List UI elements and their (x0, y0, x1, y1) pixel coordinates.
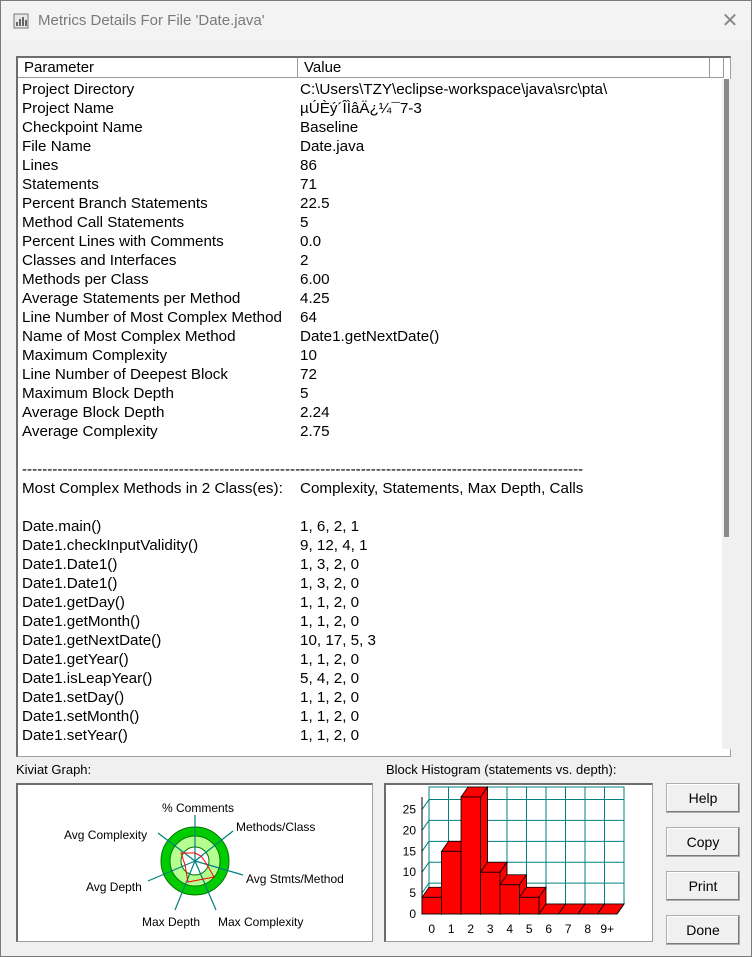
histogram-y-tick: 5 (409, 886, 416, 901)
table-row[interactable] (18, 118, 723, 137)
parameter-cell: Date.main() (22, 518, 102, 535)
parameter-cell: Methods per Class (22, 271, 149, 288)
histogram-x-tick: 6 (545, 922, 553, 936)
table-row[interactable] (18, 251, 723, 270)
histogram-bar (422, 897, 442, 914)
table-row[interactable] (18, 726, 723, 745)
histogram-bar (461, 797, 481, 914)
table-row[interactable] (18, 346, 723, 365)
parameter-cell: Classes and Interfaces (22, 252, 177, 269)
histogram-y-tick: 10 (402, 865, 416, 880)
value-cell: 1, 6, 2, 1 (300, 518, 360, 535)
histogram-x-tick: 9+ (600, 922, 615, 936)
column-header-filler (710, 58, 724, 78)
histogram-grid-side (422, 800, 429, 810)
parameter-cell: -------------------------------------------------------- (22, 461, 306, 478)
value-cell: Date1.getNextDate() (300, 328, 440, 345)
parameter-cell: Percent Branch Statements (22, 195, 208, 212)
histogram-svg (386, 785, 651, 940)
value-cell: 4.25 (300, 290, 330, 307)
value-cell: -------------------------------------------------------- (300, 461, 584, 478)
parameter-cell: Date1.getMonth() (22, 613, 141, 630)
kiviat-axis-comments: % Comments (161, 801, 235, 815)
table-row[interactable] (18, 631, 723, 650)
value-cell: 2.75 (300, 423, 330, 440)
table-row[interactable] (18, 175, 723, 194)
kiviat-svg (18, 785, 371, 940)
vertical-scrollbar[interactable] (722, 79, 738, 749)
value-cell: 10, 17, 5, 3 (300, 632, 376, 649)
kiviat-axis-max-depth: Max Depth (142, 915, 201, 929)
table-row[interactable] (18, 213, 723, 232)
table-row[interactable] (18, 403, 723, 422)
table-row[interactable] (18, 669, 723, 688)
histogram-bar (481, 872, 501, 914)
table-row[interactable] (18, 707, 723, 726)
parameter-cell: Project Name (22, 100, 115, 117)
parameter-cell: Date1.getYear() (22, 651, 129, 668)
parameter-cell: Date1.setDay() (22, 689, 125, 706)
parameter-cell: Average Statements per Method (22, 290, 241, 307)
table-row[interactable] (18, 156, 723, 175)
value-cell: 0.0 (300, 233, 322, 250)
table-row[interactable] (18, 593, 723, 612)
histogram-y-tick: 25 (402, 802, 416, 817)
histogram-bar (442, 851, 462, 914)
value-cell: 9, 12, 4, 1 (300, 537, 368, 554)
histogram-y-tick: 15 (402, 844, 416, 859)
parameter-cell: Method Call Statements (22, 214, 185, 231)
table-row[interactable] (18, 460, 723, 479)
table-row[interactable] (18, 308, 723, 327)
table-row[interactable] (18, 232, 723, 251)
value-cell: 64 (300, 309, 317, 326)
value-cell: 5 (300, 385, 309, 402)
parameter-cell: Date1.setYear() (22, 727, 128, 744)
parameter-cell: Date1.setMonth() (22, 708, 140, 725)
value-cell: Date.java (300, 138, 365, 155)
parameter-cell: File Name (22, 138, 92, 155)
parameter-cell: Date1.getDay() (22, 594, 125, 611)
block-histogram (384, 783, 653, 942)
histogram-x-tick: 0 (428, 922, 436, 936)
table-row[interactable] (18, 194, 723, 213)
value-cell: 5, 4, 2, 0 (300, 670, 360, 687)
print-button[interactable]: Print (666, 871, 740, 901)
value-cell: 86 (300, 157, 317, 174)
kiviat-axis-max-complexity: Max Complexity (218, 915, 304, 929)
parameter-cell: Line Number of Deepest Block (22, 366, 228, 383)
table-row[interactable] (18, 612, 723, 631)
histogram-x-tick: 1 (447, 922, 455, 936)
parameter-cell: Maximum Block Depth (22, 385, 174, 402)
table-row[interactable] (18, 80, 723, 99)
parameter-cell: Date1.getNextDate() (22, 632, 162, 649)
histogram-x-tick: 3 (486, 922, 494, 936)
metrics-list[interactable] (16, 56, 731, 757)
histogram-x-tick: 4 (506, 922, 514, 936)
table-row[interactable] (18, 137, 723, 156)
value-cell: 72 (300, 366, 317, 383)
parameter-cell: Checkpoint Name (22, 119, 143, 136)
histogram-x-tick: 8 (584, 922, 592, 936)
value-cell: 22.5 (300, 195, 330, 212)
value-cell: µÚÈý´ÎÌâÄ¿¼¯7-3 (300, 100, 422, 117)
histogram-bar (520, 897, 540, 914)
value-cell: Complexity, Statements, Max Depth, Calls (300, 480, 584, 497)
parameter-cell: Lines (22, 157, 59, 174)
histogram-y-tick: 0 (409, 907, 416, 921)
value-cell: 1, 1, 2, 0 (300, 727, 360, 744)
parameter-cell: Most Complex Methods in 2 Class(es): (22, 480, 283, 497)
value-cell: 1, 3, 2, 0 (300, 575, 360, 592)
value-cell: 1, 1, 2, 0 (300, 613, 360, 630)
parameter-cell: Date1.Date1() (22, 575, 118, 592)
value-cell: 5 (300, 214, 309, 231)
done-button[interactable]: Done (666, 915, 740, 945)
table-row[interactable] (18, 536, 723, 555)
histogram-label: Block Histogram (statements vs. depth): (386, 762, 617, 777)
table-row[interactable] (18, 517, 723, 536)
parameter-cell: Date1.isLeapYear() (22, 670, 153, 687)
table-row[interactable] (18, 384, 723, 403)
histogram-x-tick: 2 (467, 922, 475, 936)
window-title: Metrics Details For File 'Date.java' (38, 12, 265, 29)
histogram-x-tick: 5 (525, 922, 533, 936)
value-cell: 1, 1, 2, 0 (300, 651, 360, 668)
value-cell: 71 (300, 176, 317, 193)
table-row[interactable] (18, 270, 723, 289)
histogram-grid-side (422, 841, 429, 851)
kiviat-label: Kiviat Graph: (16, 762, 92, 777)
table-row[interactable] (18, 365, 723, 384)
column-header-parameter[interactable]: Parameter (18, 58, 298, 78)
parameter-cell: Date1.Date1() (22, 556, 118, 573)
title-bar (1, 1, 751, 41)
value-cell: 1, 1, 2, 0 (300, 594, 360, 611)
value-cell: 1, 1, 2, 0 (300, 708, 360, 725)
histogram-bar (500, 885, 520, 914)
histogram-grid-side (422, 862, 429, 872)
value-cell: 2.24 (300, 404, 330, 421)
table-row[interactable] (18, 289, 723, 308)
parameter-cell: Average Block Depth (22, 404, 165, 421)
parameter-cell: Percent Lines with Comments (22, 233, 224, 250)
table-row[interactable] (18, 688, 723, 707)
kiviat-axis-avg-depth: Avg Depth (86, 880, 142, 894)
parameter-cell: Average Complexity (22, 423, 158, 440)
metrics-rows (18, 80, 723, 745)
table-row[interactable] (18, 441, 723, 460)
parameter-cell: Statements (22, 176, 99, 193)
value-cell: 1, 1, 2, 0 (300, 689, 360, 706)
table-row[interactable] (18, 327, 723, 346)
value-cell: C:\Users\TZY\eclipse-workspace\java\src\pta\ (300, 81, 608, 98)
app-icon (13, 13, 29, 29)
parameter-cell: Project Directory (22, 81, 135, 98)
value-cell: 10 (300, 347, 317, 364)
table-row[interactable] (18, 650, 723, 669)
table-row[interactable] (18, 498, 723, 517)
parameter-cell: Date1.checkInputValidity() (22, 537, 199, 554)
table-row[interactable] (18, 99, 723, 118)
table-row[interactable] (18, 422, 723, 441)
column-header-value[interactable]: Value (298, 58, 710, 78)
kiviat-axis-methods-class: Methods/Class (236, 820, 316, 834)
parameter-cell: Line Number of Most Complex Method (22, 309, 282, 326)
value-cell: 1, 3, 2, 0 (300, 556, 360, 573)
kiviat-axis-avg-complexity: Avg Complexity (64, 828, 148, 842)
histogram-x-tick: 7 (564, 922, 572, 936)
table-row[interactable] (18, 555, 723, 574)
copy-button[interactable]: Copy (666, 827, 740, 857)
help-button[interactable]: Help (666, 783, 740, 813)
value-cell: 2 (300, 252, 309, 269)
parameter-cell: Maximum Complexity (22, 347, 168, 364)
kiviat-graph (16, 783, 373, 942)
table-row[interactable] (18, 574, 723, 593)
value-cell: 6.00 (300, 271, 330, 288)
parameter-cell: Name of Most Complex Method (22, 328, 236, 345)
histogram-y-tick: 20 (402, 823, 416, 838)
value-cell: Baseline (300, 119, 359, 136)
scrollbar-thumb[interactable] (724, 79, 729, 537)
close-button[interactable]: ✕ (721, 10, 739, 32)
histogram-grid-side (422, 820, 429, 830)
kiviat-axis-avg-stmts: Avg Stmts/Method (246, 872, 344, 886)
table-row[interactable] (18, 479, 723, 498)
